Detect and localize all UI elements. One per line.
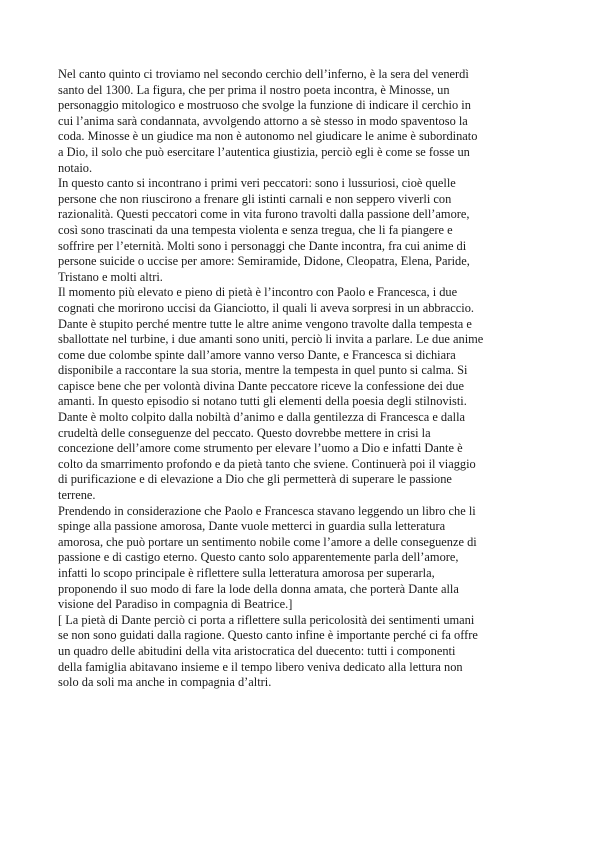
text-line: notaio.: [58, 160, 93, 175]
text-line: spinge alla passione amorosa, Dante vuole metterci in guardia sulla letteratura: [58, 519, 446, 534]
text-line: colto da smarrimento profondo e da pietà tanto che sviene. Continuerà poi il viaggio: [58, 456, 476, 471]
text-line: della famiglia abitavano insieme e il tempo libero veniva dedicato alla lettura non: [58, 659, 463, 674]
text-line: passione e di castigo eterno. Questo canto solo apparentemente parla dell’amore,: [58, 550, 459, 565]
text-line: sballottate nel turbine, i due amanti sono uniti, perciò li invita a parlare. Le due anime: [58, 332, 484, 347]
text-line: amorosa, che può portare un sentimento nobile come l’amore a delle conseguenze di: [58, 534, 477, 549]
text-line: capisce bene che per volontà divina Dante peccatore riceve la confessione dei due: [58, 378, 464, 393]
text-line: Dante è molto colpito dalla nobiltà d’animo e dalla gentilezza di Francesca e dalla: [58, 410, 466, 425]
text-line: personaggio mitologico e mostruoso che svolge la funzione di indicare il cerchio in: [58, 98, 471, 113]
text-line: concezione dell’amore come strumento per elevare l’uomo a Dio e infatti Dante è: [58, 441, 463, 456]
text-line: terrene.: [58, 488, 96, 503]
text-line: cui l’anima sarà condannata, avvolgendo attorno a sè stesso in modo spaventoso la: [58, 113, 468, 128]
text-line: [ La pietà di Dante perciò ci porta a riflettere sulla pericolosità dei sentimenti umani: [58, 612, 475, 627]
text-line: Nel canto quinto ci troviamo nel secondo cerchio dell’inferno, è la sera del venerdì: [58, 67, 469, 81]
text-line: così sono trascinati da una tempesta violenta e senza tregua, che li fa piangere e: [58, 222, 453, 237]
document-body-text: [58, 67, 544, 691]
text-line: di purificazione e di elevazione a Dio che gli permetterà di superare le passione: [58, 472, 452, 487]
text-line: infatti lo scopo principale è riflettere sulla letteratura amorosa per superarla,: [58, 566, 435, 580]
text-line: razionalità. Questi peccatori come in vita furono travolti dalla passione dell’amore,: [58, 207, 470, 222]
text-line: Tristano e molti altri.: [58, 269, 163, 284]
text-line: Prendendo in considerazione che Paolo e Francesca stavano leggendo un libro che li: [58, 503, 476, 518]
text-line: se non sono guidati dalla ragione. Questo canto infine è importante perché ci fa offre: [58, 628, 478, 643]
text-line: cognati che morirono uccisi da Gianciotto, il quali li aveva sorpresi in un abbraccio.: [58, 300, 474, 315]
text-line: coda. Minosse è un giudice ma non è autonomo nel giudicare le anime è subordinato: [58, 129, 478, 144]
text-line: disponibile a raccontare la sua storia, mentre la tempesta in quel punto si calma. Si: [58, 363, 468, 378]
text-line: In questo canto si incontrano i primi veri peccatori: sono i lussuriosi, cioè quelle: [58, 176, 456, 191]
text-line: persone suicide o uccise per amore: Semiramide, Didone, Cleopatra, Elena, Paride,: [58, 254, 470, 269]
text-line: Il momento più elevato e pieno di pietà è l’incontro con Paolo e Francesca, i due: [58, 285, 458, 300]
text-line: come due colombe spinte dall’amore vanno verso Dante, e Francesca si dichiara: [58, 347, 456, 362]
text-line: solo da soli ma anche in compagnia d’altri.: [58, 675, 272, 690]
text-line: crudeltà delle conseguenze del peccato. Questo dovrebbe mettere in crisi la: [58, 425, 431, 440]
text-line: persone che non riuscirono a frenare gli istinti carnali e non seppero viverli con: [58, 191, 452, 206]
text-line: Dante è stupito perché mentre tutte le altre anime vengono travolte dalla tempesta e: [58, 316, 472, 331]
text-line: amanti. In questo episodio si notano tutti gli elementi della poesia degli stilnovisti.: [58, 394, 467, 409]
text-line: visione del Paradiso in compagnia di Beatrice.]: [58, 597, 293, 612]
text-line: soffrire per l’eternità. Molti sono i personaggi che Dante incontra, fra cui anime di: [58, 238, 467, 253]
text-line: a Dio, il solo che può esercitare l’autentica giustizia, perciò egli è come se fosse un: [58, 144, 470, 159]
text-line: santo del 1300. La figura, che per prima il nostro poeta incontra, è Minosse, un: [58, 82, 450, 97]
text-line: proponendo il suo modo di fare la lode della donna amata, che porterà Dante alla: [58, 581, 459, 596]
text-line: un quadro delle abitudini della vita aristocratica del duecento: tutti i componenti: [58, 643, 456, 658]
